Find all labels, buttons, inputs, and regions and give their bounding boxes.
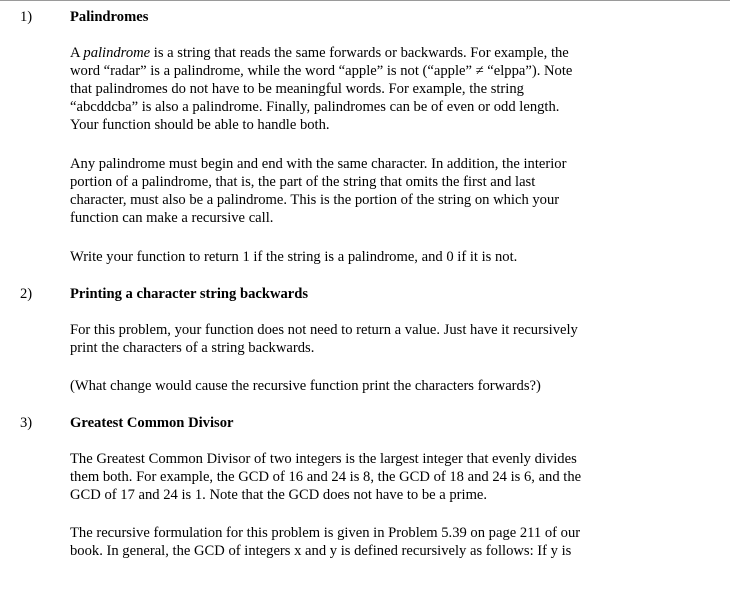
problem-2-title: Printing a character string backwards bbox=[70, 286, 309, 302]
problem-3-paragraph-1: The Greatest Common Divisor of two integers is the largest integer that evenly divides them both. For example, the GCD of 16 and 24 is 8, the GCD of 18 and 24 is 6, and the GCD of 17 and 24 is 1. Note that the GCD does not have to be a prime. bbox=[70, 451, 582, 503]
term-palindrome: palindrome bbox=[83, 45, 151, 61]
problem-1-paragraph-2: Any palindrome must begin and end with the same character. In addition, the interior portion of a palindrome, that is, the part of the string that omits the first and last character, must also be a palindrome. This is the portion of the string on which your function can make a recursive call. bbox=[70, 156, 567, 226]
problem-3-title: Greatest Common Divisor bbox=[70, 415, 234, 431]
page-top-rule bbox=[0, 0, 730, 1]
problem-3-paragraph-2: The recursive formulation for this problem is given in Problem 5.39 on page 211 of our book. In general, the GCD of integers x and y is defined recursively as follows: If y is bbox=[70, 525, 581, 559]
intro-pre: A bbox=[70, 45, 84, 61]
problem-2-number: 2) bbox=[20, 286, 33, 302]
problem-2-paragraph-2: (What change would cause the recursive function print the characters forwards?) bbox=[70, 378, 541, 394]
intro-post: is a string that reads the same forwards or backwards. For example, the word “radar” is a palindrome, while the word “apple” is not (“apple” ≠ “elppa”). Note that palindromes do not have to be meaningful words. For example, the string “abcddcba” is also a palindrome. Finally, palindromes can be of even or odd length. Your function should be able to handle both. bbox=[70, 45, 573, 133]
problem-1-number: 1) bbox=[20, 9, 33, 25]
problem-2-paragraph-1: For this problem, your function does not need to return a value. Just have it recursively print the characters of a string backwards. bbox=[70, 322, 578, 356]
problem-1-intro-paragraph bbox=[70, 44, 710, 134]
problem-1-paragraph-3: Write your function to return 1 if the string is a palindrome, and 0 if it is not. bbox=[70, 249, 518, 265]
problem-1-title: Palindromes bbox=[70, 9, 149, 25]
problem-3-number: 3) bbox=[20, 415, 33, 431]
